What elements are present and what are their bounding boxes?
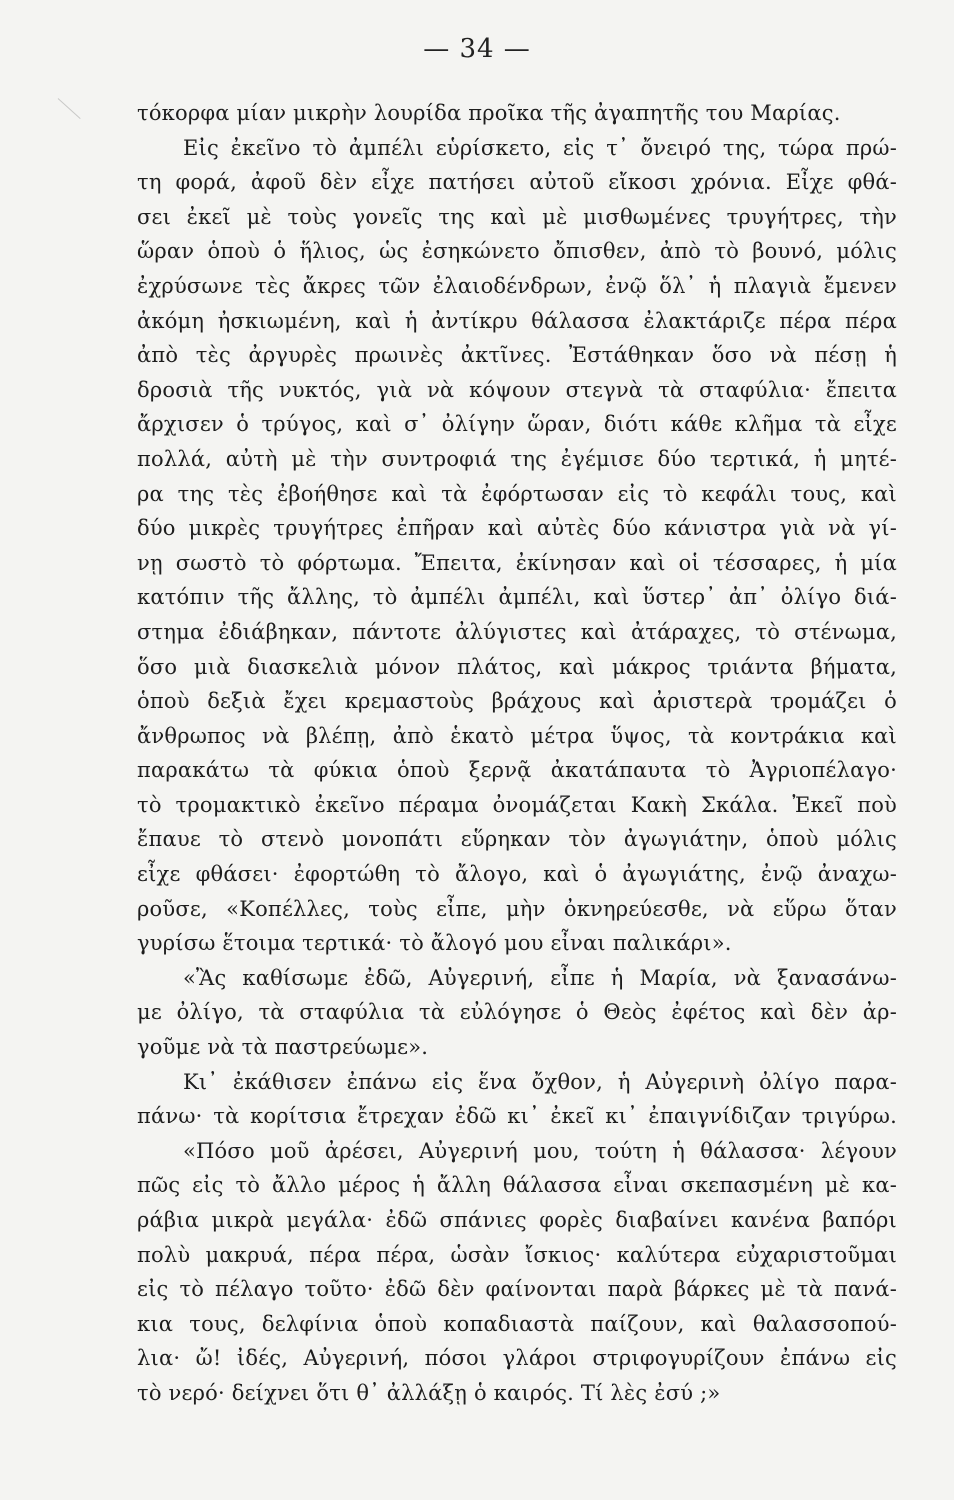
text-line: ὅσο μιὰ διασκελιὰ μόνον πλάτος, καὶ μάκρος τριάντα βήματα, — [137, 654, 897, 679]
text-line: ἄνθρωπος νὰ βλέπῃ, ἀπὸ ἑκατὸ μέτρα ὕψος, τὰ κοντράκια καὶ — [137, 723, 897, 748]
text-line: ἀπὸ τὲς ἀργυρὲς πρωινὲς ἀκτῖνες. Ἐστάθηκαν ὅσο νὰ πέσῃ ἡ — [137, 343, 897, 368]
text-line: πῶς εἰς τὸ ἄλλο μέρος ἡ ἄλλη θάλασσα εἶναι σκεπασμένη μὲ κα- — [137, 1173, 897, 1198]
text-line: νῃ σωστὸ τὸ φόρτωμα. Ἔπειτα, ἐκίνησαν καὶ οἱ τέσσαρες, ἡ μία — [137, 550, 897, 575]
text-line: Κι᾽ ἐκάθισεν ἐπάνω εἰς ἕνα ὄχθον, ἡ Αὐγερινὴ ὀλίγο παρα- — [183, 1069, 897, 1094]
text-line: ἐχρύσωνε τὲς ἄκρες τῶν ἐλαιοδένδρων, ἐνῷ ὅλ᾽ ἡ πλαγιὰ ἔμενεν — [137, 273, 897, 298]
text-line: ἄρχισεν ὁ τρύγος, καὶ σ᾽ ὀλίγην ὥραν, διότι κάθε κλῆμα τὰ εἶχε — [137, 412, 897, 437]
text-line: «Ἂς καθίσωμε ἐδῶ, Αὐγερινή, εἶπε ἡ Μαρία, νὰ ξανασάνω- — [183, 965, 897, 990]
text-line: ὁποὺ δεξιὰ ἔχει κρεμαστοὺς βράχους καὶ ἀριστερὰ τρομάζει ὁ — [137, 689, 897, 714]
text-line: γυρίσω ἕτοιμα τερτικά· τὸ ἄλογό μου εἶναι παλικάρι». — [137, 931, 732, 956]
body-text — [137, 96, 897, 1411]
text-line: δροσιὰ τῆς νυκτός, γιὰ νὰ κόψουν στεγνὰ τὰ σταφύλια· ἔπειτα — [137, 377, 897, 402]
text-line: λια· ὤ! ἰδές, Αὐγερινή, πόσοι γλάροι στριφογυρίζουν ἐπάνω εἰς — [137, 1346, 897, 1371]
text-line: πάνω· τὰ κορίτσια ἔτρεχαν ἐδῶ κι᾽ ἐκεῖ κι᾽ ἐπαιγνίδιζαν τριγύρω. — [137, 1104, 897, 1129]
text-line: κατόπιν τῆς ἄλλης, τὸ ἀμπέλι ἀμπέλι, καὶ ὕστερ᾽ ἀπ᾽ ὀλίγο διά- — [137, 585, 897, 610]
text-line: πολὺ μακρυά, πέρα πέρα, ὡσὰν ἴσκιος· καλύτερα εὐχαριστοῦμαι — [137, 1242, 897, 1267]
text-line: κια τους, δελφίνια ὁποὺ κοπαδιαστὰ παίζουν, καὶ θαλασσοπού- — [137, 1311, 897, 1336]
text-line: ρα της τὲς ἐβοήθησε καὶ τὰ ἐφόρτωσαν εἰς τὸ κεφάλι τους, καὶ — [137, 481, 897, 506]
text-line: ράβια μικρὰ μεγάλα· ἐδῶ σπάνιες φορὲς διαβαίνει κανένα βαπόρι — [137, 1208, 897, 1232]
text-line: τὸ νερό· δείχνει ὅτι θ᾽ ἀλλάξῃ ὁ καιρός. Τί λὲς ἐσύ ;» — [137, 1380, 721, 1405]
text-line: ἔπαυε τὸ στενὸ μονοπάτι εὕρηκαν τὸν ἀγωγιάτην, ὁποὺ μόλις — [137, 827, 897, 852]
text-line: τη φορά, ἀφοῦ δὲν εἶχε πατήσει αὐτοῦ εἴκοσι χρόνια. Εἶχε φθά- — [137, 170, 897, 195]
text-line: ὥραν ὁποὺ ὁ ἥλιος, ὡς ἐσηκώνετο ὄπισθεν, ἀπὸ τὸ βουνό, μόλις — [137, 239, 897, 264]
text-line: με ὀλίγο, τὰ σταφύλια τὰ εὐλόγησε ὁ Θεὸς ἐφέτος καὶ δὲν ἀρ- — [137, 1000, 897, 1025]
text-line: τὸ τρομακτικὸ ἐκεῖνο πέραμα ὀνομάζεται Κακὴ Σκάλα. Ἐκεῖ ποὺ — [137, 792, 897, 817]
text-line: τόκορφα μίαν μικρὴν λουρίδα προῖκα τῆς ἀγαπητῆς του Μαρίας. — [137, 101, 841, 125]
text-line: γοῦμε νὰ τὰ παστρεύωμε». — [137, 1035, 429, 1060]
text-line: εἰς τὸ πέλαγο τοῦτο· ἐδῶ δὲν φαίνονται παρὰ βάρκες μὲ τὰ πανά- — [137, 1277, 897, 1302]
text-line: εἶχε φθάσει· ἐφορτώθη τὸ ἄλογο, καὶ ὁ ἀγωγιάτης, ἐνῷ ἀναχω- — [137, 862, 897, 887]
text-line: πολλά, αὐτὴ μὲ τὴν συντροφιά της ἐγέμισε δύο τερτικά, ἡ μητέ- — [137, 446, 897, 471]
page-number: — 34 — — [423, 34, 531, 64]
text-line: σει ἐκεῖ μὲ τοὺς γονεῖς της καὶ μὲ μισθωμένες τρυγήτρες, τὴν — [137, 204, 897, 229]
text-line: παρακάτω τὰ φύκια ὁποὺ ξερνᾷ ἀκατάπαυτα τὸ Ἀγριοπέλαγο· — [137, 758, 897, 783]
text-line: στημα ἐδιάβηκαν, πάντοτε ἀλύγιστες καὶ ἀτάραχες, τὸ στένωμα, — [137, 619, 897, 644]
text-line: δύο μικρὲς τρυγήτρες ἐπῆραν καὶ αὐτὲς δύο κάνιστρα γιὰ νὰ γί- — [137, 516, 897, 541]
text-line: «Πόσο μοῦ ἀρέσει, Αὐγερινή μου, τούτη ἡ θάλασσα· λέγουν — [183, 1138, 897, 1163]
text-line: ροῦσε, «Κοπέλλες, τοὺς εἶπε, μὴν ὀκνηρεύεσθε, νὰ εὕρω ὅταν — [137, 896, 897, 921]
text-line: ἀκόμη ἠσκιωμένη, καὶ ἡ ἀντίκρυ θάλασσα ἐλακτάριζε πέρα πέρα — [137, 308, 897, 333]
margin-mark — [58, 98, 81, 119]
text-line: Εἰς ἐκεῖνο τὸ ἀμπέλι εὑρίσκετο, εἰς τ᾽ ὄνειρό της, τώρα πρώ- — [183, 135, 897, 160]
